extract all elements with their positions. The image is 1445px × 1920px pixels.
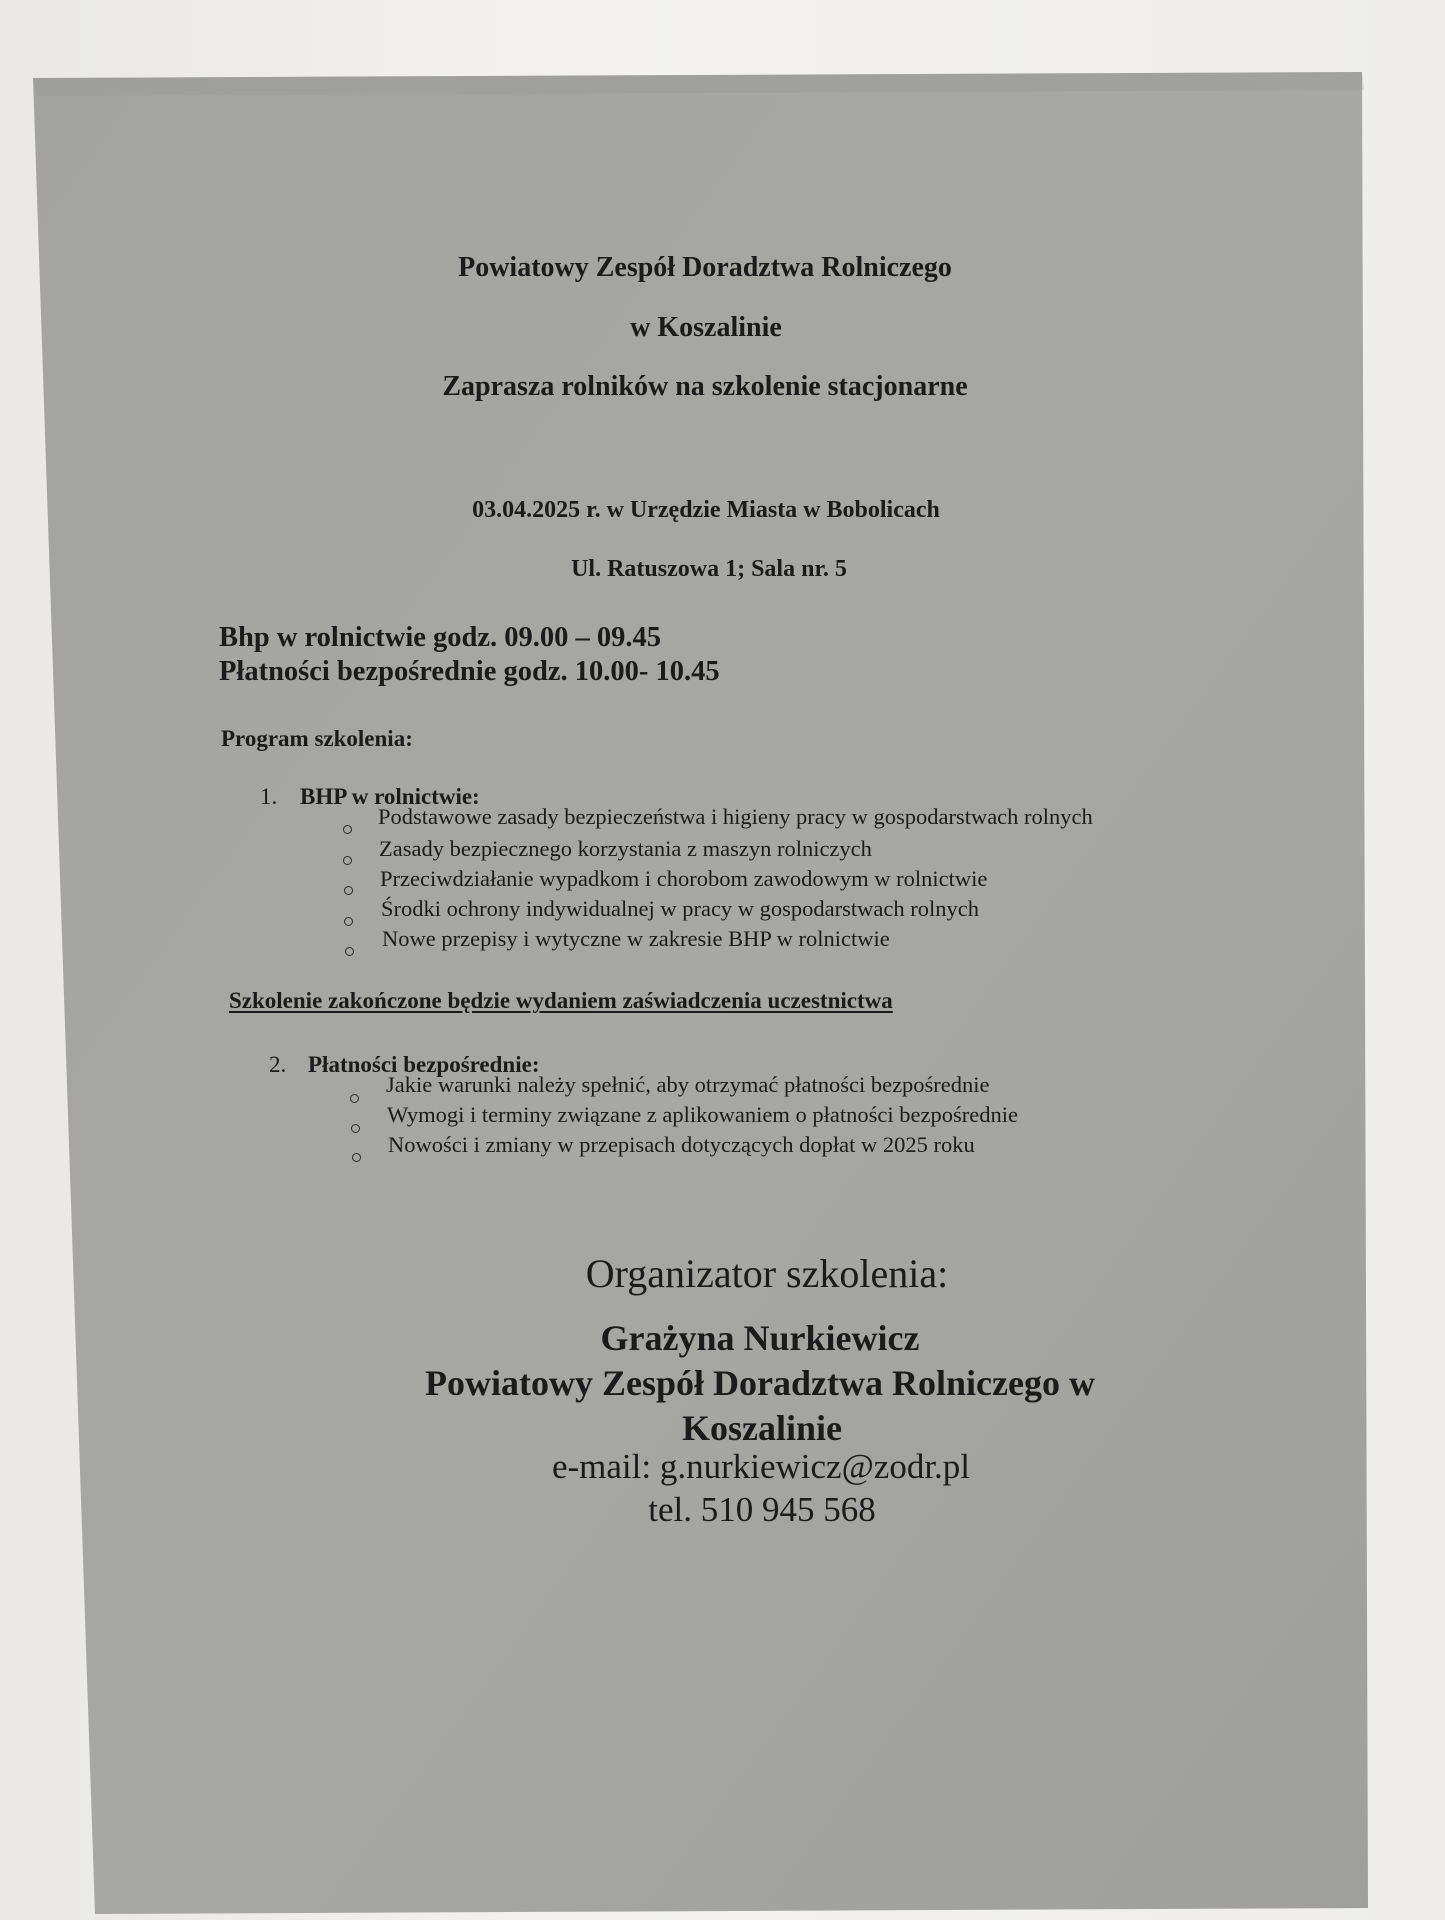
program-heading: Program szkolenia: [221,726,413,751]
bullet-icon [351,1124,360,1133]
section1-item: Przeciwdziałanie wypadkom i chorobom zawodowym w rolnictwie [380,866,988,891]
bullet-icon [352,1153,361,1162]
section2-item: Jakie warunki należy spełnić, aby otrzymać płatności bezpośrednie [386,1072,990,1097]
event-address: Ul. Ratuszowa 1; Sala nr. 5 [571,556,847,582]
section1-item: Środki ochrony indywidualnej w pracy w gospodarstwach rolnych [381,896,979,921]
bullet-icon [344,917,353,926]
section2-item: Nowości i zmiany w przepisach dotyczących dopłat w 2025 roku [388,1132,975,1157]
organizer-email: e-mail: g.nurkiewicz@zodr.pl [551,1447,971,1486]
section1-item: Podstawowe zasady bezpieczeństwa i higieny pracy w gospodarstwach rolnych [378,804,1093,829]
schedule-bhp: Bhp w rolnictwie godz. 09.00 – 09.45 [219,622,662,653]
organizer-name: Grażyna Nurkiewicz [600,1318,920,1358]
section1-title: BHP w rolnictwie: [300,784,480,809]
schedule-payments: Płatności bezpośrednie godz. 10.00- 10.45 [219,656,720,687]
bullet-icon [344,886,353,895]
organizer-label: Organizator szkolenia: [585,1251,949,1296]
section1-item: Zasady bezpiecznego korzystania z maszyn rolniczych [379,836,872,861]
header-org-line1: Powiatowy Zespół Doradztwa Rolniczego [458,252,952,283]
event-date-place: 03.04.2025 r. w Urzędzie Miasta w Bobolicach [472,497,940,523]
organizer-org-line2: Koszalinie [682,1408,842,1448]
bullet-icon [343,856,352,865]
bullet-icon [343,825,352,834]
organizer-org-line1: Powiatowy Zespół Doradztwa Rolniczego w [425,1363,1095,1403]
header-invite: Zaprasza rolników na szkolenie stacjonarne [442,371,968,402]
section2-number: 2. [269,1052,287,1077]
certificate-note: Szkolenie zakończone będzie wydaniem zaświadczenia uczestnictwa [229,988,893,1013]
organizer-phone: tel. 510 945 568 [648,1490,876,1529]
section1-item: Nowe przepisy i wytyczne w zakresie BHP w rolnictwie [382,926,890,951]
header-org-line2: w Koszalinie [630,312,782,343]
section1-number: 1. [260,784,278,809]
section2-title: Płatności bezpośrednie: [308,1052,540,1077]
bullet-icon [345,947,354,956]
section2-item: Wymogi i terminy związane z aplikowaniem o płatności bezpośrednie [387,1102,1018,1127]
bullet-icon [350,1094,359,1103]
